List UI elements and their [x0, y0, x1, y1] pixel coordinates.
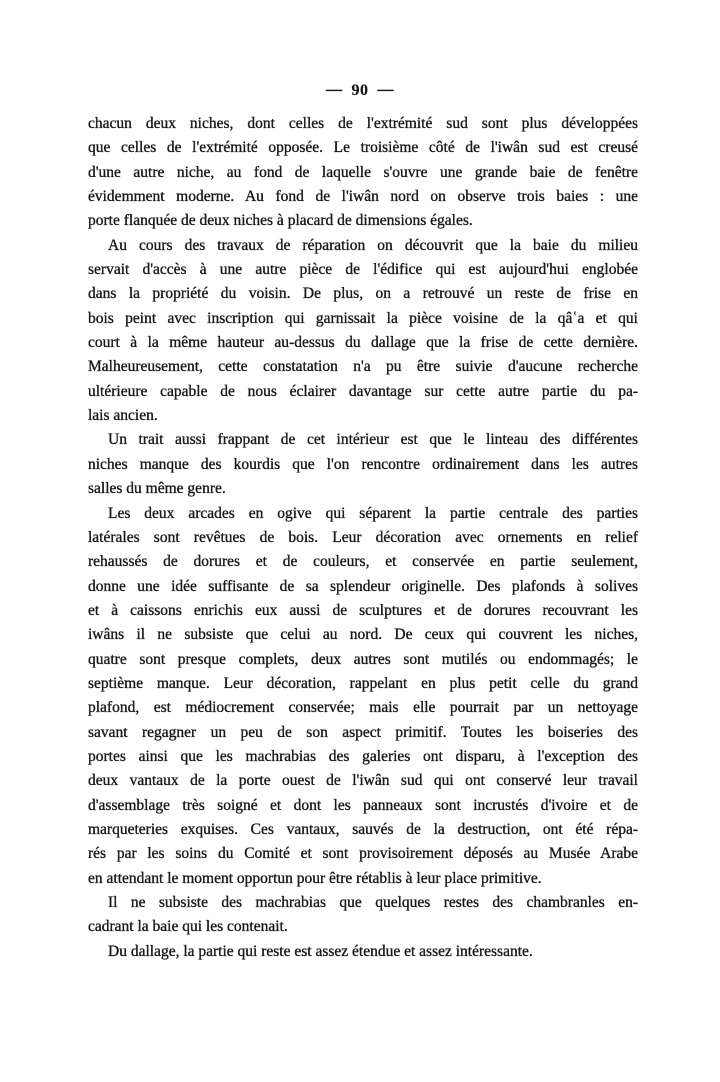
text-line: plafond, est médiocrement conservée; mais elle pourrait par un nettoyage: [88, 699, 638, 717]
text-line: marqueteries exquises. Ces vantaux, sauvés de la destruction, ont été répa-: [88, 820, 638, 838]
text-line: latérales sont revêtues de bois. Leur décoration avec ornements en relief: [88, 528, 638, 546]
page-number: 90: [351, 82, 369, 99]
paragraph: [88, 891, 638, 940]
paragraph: [88, 428, 638, 501]
text-line: salles du même genre.: [88, 480, 226, 498]
text-line: d'une autre niche, au fond de laquelle s'ouvre une grande baie de fenêtre: [88, 163, 638, 181]
text-line: chacun deux niches, dont celles de l'extrémité sud sont plus développées: [88, 115, 638, 132]
text-line: évidemment moderne. Au fond de l'iwân nord on observe trois baies : une: [88, 188, 638, 206]
paragraph: [88, 940, 638, 964]
text-line: iwâns il ne subsiste que celui au nord. De ceux qui couvrent les niches,: [88, 626, 638, 644]
text-line: quatre sont presque complets, deux autres sont mutilés ou endommagés; le: [88, 650, 638, 668]
text-line: Au cours des travaux de réparation on découvrit que la baie du milieu: [108, 236, 638, 254]
text-line: cadrant la baie qui les contenait.: [88, 918, 288, 936]
text-line: bois peint avec inscription qui garnissait la pièce voisine de la qâʿa et qui: [88, 309, 638, 327]
page-text: [88, 112, 638, 964]
text-line: rés par les soins du Comité et sont provisoirement déposés au Musée Arabe: [88, 845, 638, 863]
page-header: [0, 82, 720, 100]
text-line: servait d'accès à une autre pièce de l'édifice qui est aujourd'hui englobée: [88, 261, 638, 279]
text-line: d'assemblage très soigné et dont les panneaux sont incrustés d'ivoire et de: [88, 796, 638, 814]
text-line: septième manque. Leur décoration, rappelant en plus petit celle du grand: [88, 674, 638, 692]
text-line: rehaussés de dorures et de couleurs, et conservée en partie seulement,: [88, 553, 638, 571]
text-line: Les deux arcades en ogive qui séparent la partie centrale des parties: [108, 504, 638, 522]
text-line: porte flanquée de deux niches à placard de dimensions égales.: [88, 212, 473, 230]
header-dash-right: —: [377, 81, 394, 98]
header-dash-left: —: [326, 81, 343, 98]
text-line: niches manque des kourdis que l'on rencontre ordinairement dans les autres: [88, 455, 638, 473]
text-line: et à caissons enrichis eux aussi de sculptures et de dorures recouvrant les: [88, 601, 638, 619]
text-line: Du dallage, la partie qui reste est assez étendue et assez intéressante.: [108, 942, 533, 960]
text-line: en attendant le moment opportun pour être rétablis à leur place primitive.: [88, 869, 542, 887]
text-line: dans la propriété du voisin. De plus, on a retrouvé un reste de frise en: [88, 285, 638, 303]
text-line: savant regagner un peu de son aspect primitif. Toutes les boiseries des: [88, 723, 638, 741]
paragraph: [88, 234, 638, 429]
text-line: Un trait aussi frappant de cet intérieur est que le linteau des différentes: [108, 431, 638, 449]
text-line: court à la même hauteur au-dessus du dallage que la frise de cette dernière.: [88, 334, 638, 352]
text-line: donne une idée suffisante de sa splendeur originelle. Des plafonds à solives: [88, 577, 638, 595]
text-line: Il ne subsiste des machrabias que quelques restes des chambranles en-: [108, 894, 638, 911]
text-line: deux vantaux de la porte ouest de l'iwân sud qui ont conservé leur travail: [88, 772, 638, 790]
text-line: ultérieure capable de nous éclairer davantage sur cette autre partie du pa-: [88, 382, 638, 400]
text-line: que celles de l'extrémité opposée. Le troisième côté de l'iwân sud est creusé: [88, 139, 638, 157]
paragraph: [88, 112, 638, 234]
text-line: portes ainsi que les machrabias des galeries ont disparu, à l'exception des: [88, 747, 638, 765]
text-line: lais ancien.: [88, 407, 158, 425]
paragraph: [88, 502, 638, 892]
text-line: Malheureusement, cette constatation n'a pu être suivie d'aucune recherche: [88, 358, 638, 376]
